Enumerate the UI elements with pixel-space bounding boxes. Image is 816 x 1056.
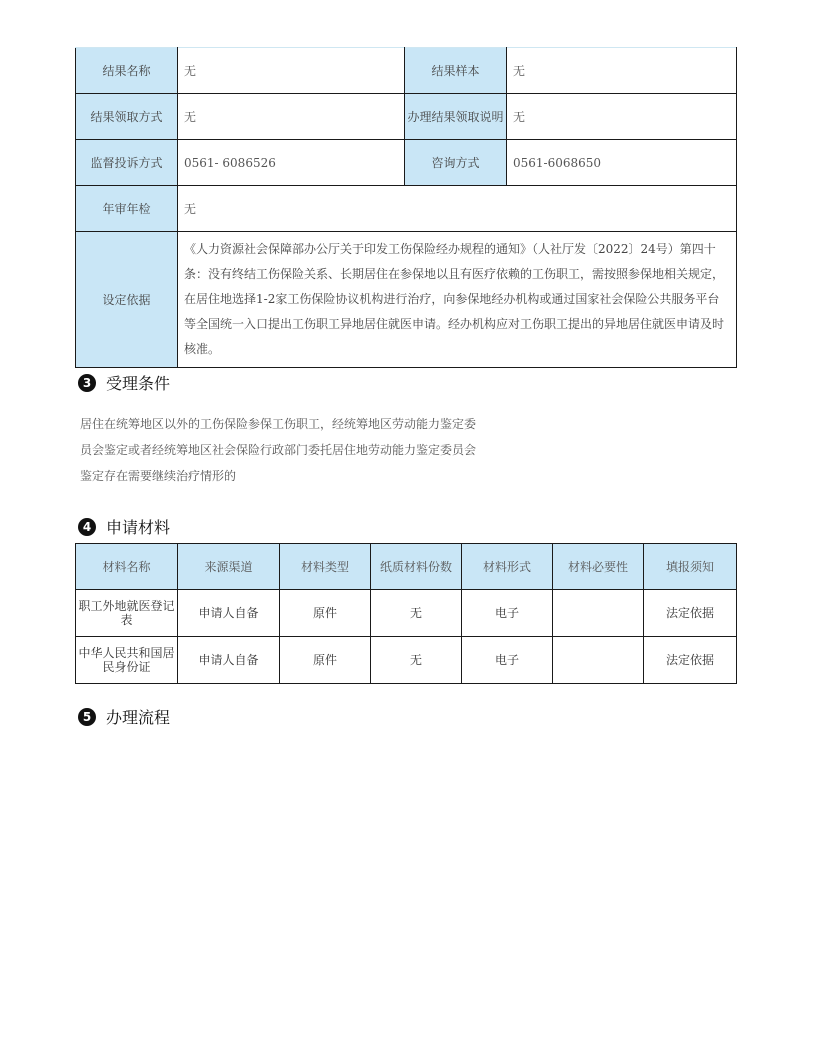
result-sample-label: 结果样本 bbox=[405, 48, 507, 94]
result-name-value: 无 bbox=[178, 48, 405, 94]
table-row bbox=[76, 186, 737, 232]
section-materials bbox=[78, 515, 170, 538]
column-header: 材料形式 bbox=[462, 544, 553, 590]
material-name: 职工外地就医登记表 bbox=[76, 590, 178, 637]
material-notice: 法定依据 bbox=[644, 637, 737, 684]
material-type: 原件 bbox=[280, 637, 371, 684]
pickup-method-value: 无 bbox=[178, 94, 405, 140]
material-source: 申请人自备 bbox=[178, 637, 280, 684]
section-title: 受理条件 bbox=[106, 374, 171, 393]
result-name-label: 结果名称 bbox=[76, 48, 178, 94]
column-header: 材料类型 bbox=[280, 544, 371, 590]
column-header: 来源渠道 bbox=[178, 544, 280, 590]
column-header: 纸质材料份数 bbox=[371, 544, 462, 590]
material-form: 电子 bbox=[462, 590, 553, 637]
section-number-badge: 4 bbox=[78, 518, 96, 536]
complaint-label: 监督投诉方式 bbox=[76, 140, 178, 186]
section-title: 申请材料 bbox=[106, 518, 171, 537]
table-row bbox=[76, 637, 737, 684]
consult-phone: 0561-6068650 bbox=[507, 140, 737, 186]
material-necessity bbox=[553, 590, 644, 637]
material-type: 原件 bbox=[280, 590, 371, 637]
consult-label: 咨询方式 bbox=[405, 140, 507, 186]
column-header: 材料必要性 bbox=[553, 544, 644, 590]
section-conditions bbox=[78, 371, 170, 394]
material-source: 申请人自备 bbox=[178, 590, 280, 637]
pickup-note-value: 无 bbox=[507, 94, 737, 140]
table-row bbox=[76, 232, 737, 368]
table-header-row bbox=[76, 544, 737, 590]
table-row bbox=[76, 590, 737, 637]
material-copies: 无 bbox=[371, 590, 462, 637]
column-header: 材料名称 bbox=[76, 544, 178, 590]
pickup-method-label: 结果领取方式 bbox=[76, 94, 178, 140]
basis-value: 《人力资源社会保障部办公厅关于印发工伤保险经办规程的通知》（人社厅发〔2022〕24号）第四十条：没有终结工伤保险关系、长期居住在参保地以且有医疗依赖的工伤职工，需按照参保地相关规定，在居住地选择1-2家工伤保险协议机构进行治疗，向参保地经办机构或通过国家社会保险公共服务平台等全国统一入口提出工伤职工异地居住就医申请。经办机构应对工伤职工提出的异地居住就医申请及时核准。 bbox=[178, 232, 737, 368]
annual-review-label: 年审年检 bbox=[76, 186, 178, 232]
table-row bbox=[76, 140, 737, 186]
annual-review-value: 无 bbox=[178, 186, 737, 232]
section-process bbox=[78, 705, 170, 728]
section-title: 办理流程 bbox=[106, 708, 171, 727]
result-info-table bbox=[75, 47, 737, 368]
section-number-badge: 3 bbox=[78, 374, 96, 392]
complaint-phone: 0561- 6086526 bbox=[178, 140, 405, 186]
basis-label: 设定依据 bbox=[76, 232, 178, 368]
section-number-badge: 5 bbox=[78, 708, 96, 726]
result-sample-value: 无 bbox=[507, 48, 737, 94]
table-row bbox=[76, 94, 737, 140]
material-notice: 法定依据 bbox=[644, 590, 737, 637]
conditions-text: 居住在统筹地区以外的工伤保险参保工伤职工，经统筹地区劳动能力鉴定委员会鉴定或者经统筹地区社会保险行政部门委托居住地劳动能力鉴定委员会鉴定存在需要继续治疗情形的 bbox=[80, 417, 477, 483]
pickup-note-label: 办理结果领取说明 bbox=[405, 94, 507, 140]
material-necessity bbox=[553, 637, 644, 684]
column-header: 填报须知 bbox=[644, 544, 737, 590]
material-copies: 无 bbox=[371, 637, 462, 684]
material-form: 电子 bbox=[462, 637, 553, 684]
materials-table bbox=[75, 543, 737, 684]
table-row bbox=[76, 48, 737, 94]
material-name: 中华人民共和国居民身份证 bbox=[76, 637, 178, 684]
